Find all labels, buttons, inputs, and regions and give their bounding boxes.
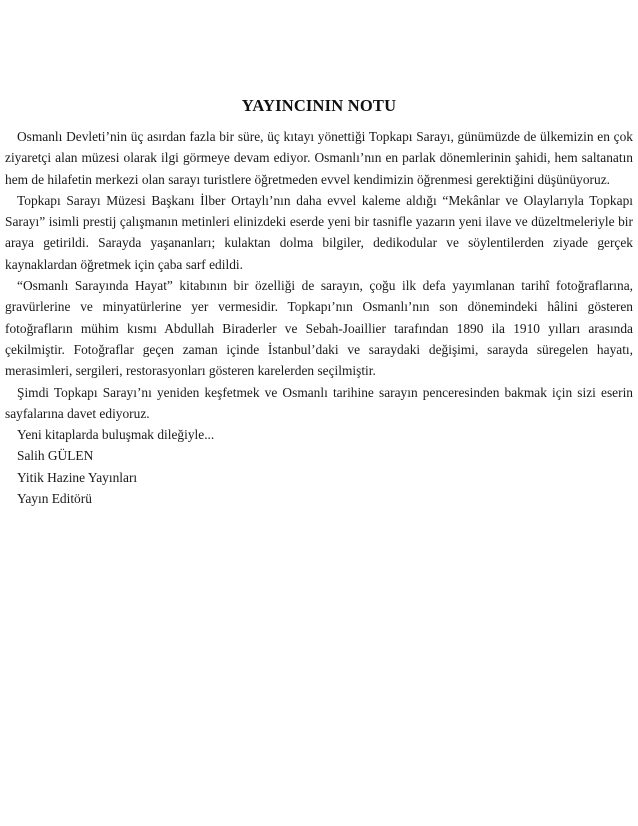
signature-organization: Yitik Hazine Yayınları <box>17 469 138 485</box>
paragraph: “Osmanlı Sarayında Hayat” kitabının bir özelliği de sarayın, çoğu ilk defa yayımlanan tarihî fotoğraflarına, gravürlerine ve minyatürlerine yer vermesidir. Topkapı’nın Osmanlı’nın son dönemindeki hâlini gösteren fotoğrafların mühim kısmı Abdullah Biraderler ve Sebah-Joaillier tarafından 1890 ila 1910 yılları arasında çekilmiştir. Fotoğraflar geçen zaman içinde İstanbul’daki ve saraydaki değişimi, sarayda süregelen hayatı, merasimleri, sergileri, restorasyonları gösteren karelerden seçilmiştir. <box>5 278 633 379</box>
signature-role: Yayın Editörü <box>17 491 92 507</box>
paragraph: Şimdi Topkapı Sarayı’nı yeniden keşfetmek ve Osmanlı tarihine sarayın penceresinden bakmak için sizi eserin sayfalarına davet ediyoruz. <box>5 384 633 421</box>
page-title: YAYINCININ NOTU <box>241 96 397 115</box>
paragraph: Topkapı Sarayı Müzesi Başkanı İlber Ortaylı’nın daha evvel kaleme aldığı “Mekânlar ve Olaylarıyla Topkapı Sarayı” isimli prestij çalışmanın metinleri elinizdeki eserde yeni bir tasnifle yazarın yeni ilave ve düzeltmeleriyle bir araya getirildi. Sarayda yaşananları; kulaktan dolma bilgiler, dedikodular ve söylentilerden ziyade gerçek kaynaklardan öğretmek için çaba sarf edildi. <box>5 192 633 272</box>
body-text <box>5 126 633 509</box>
closing-line: Yeni kitaplarda buluşmak dileğiyle... <box>17 427 215 443</box>
signature-name: Salih GÜLEN <box>17 448 94 464</box>
paragraph: Osmanlı Devleti’nin üç asırdan fazla bir süre, üç kıtayı yönettiği Topkapı Sarayı, günümüzde de ülkemizin en çok ziyaretçi alan müzesi olarak ilgi görmeye devam ediyor. Osmanlı’nın en parlak dönemlerinin şahidi, hem saltanatın hem de hilafetin merkezi olan sarayı turistlere öğretmeden evvel kendimizin öğrenmesi gerektiğini düşünüyoruz. <box>5 129 633 187</box>
